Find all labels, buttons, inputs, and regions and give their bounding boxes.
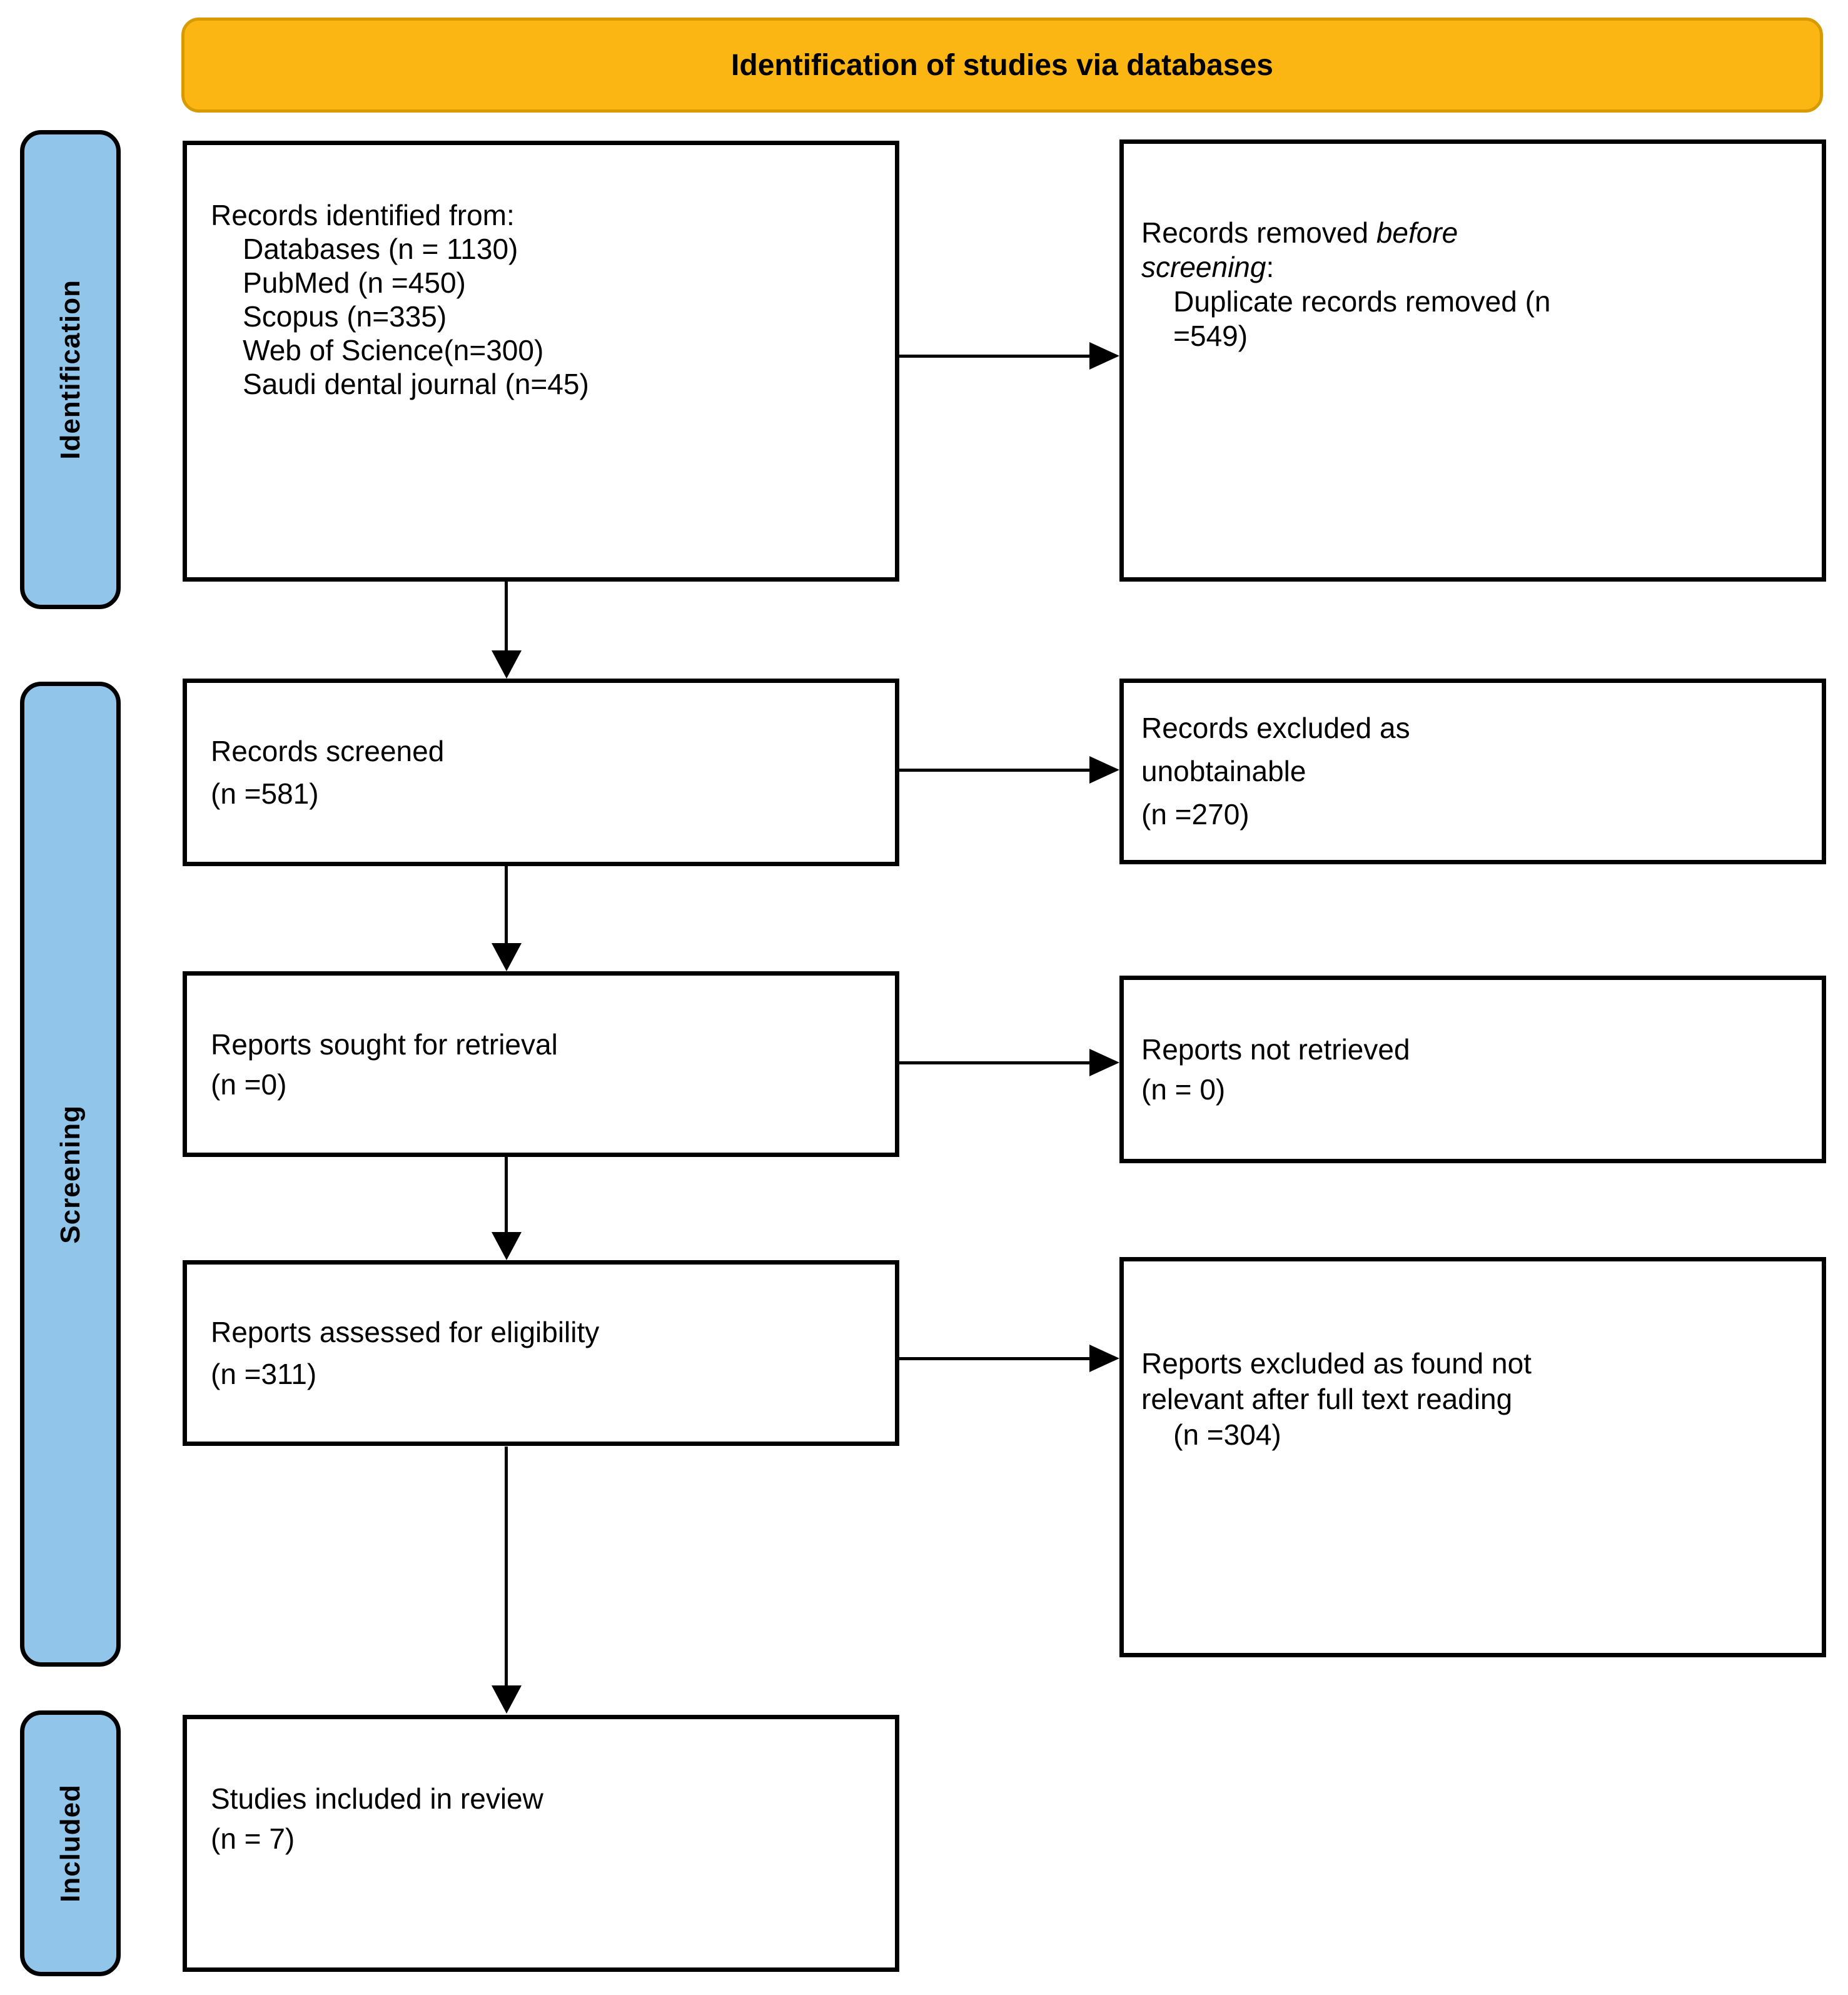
box-text-line: relevant after full text reading [1141,1383,1513,1415]
arrow-line [505,866,508,944]
stage-label-identification-text: Identification [54,280,86,460]
arrow-line [505,1447,508,1687]
stage-label-identification [20,130,121,609]
arrow-line [899,769,1091,772]
box-text-line: Reports sought for retrieval [211,1028,558,1061]
box-reports-sought [183,971,899,1157]
box-records-identified [183,141,899,582]
box-text-line: (n =270) [1141,798,1250,831]
box-text-line: Saudi dental journal (n=45) [211,368,589,400]
box-text-line: Databases (n = 1130) [211,233,518,265]
box-text-line: (n =311) [211,1357,317,1390]
stage-label-screening [20,682,121,1667]
box-text-line: screening: [1141,251,1275,283]
box-text-line: Records identified from: [211,199,515,231]
stage-label-included [20,1710,121,1976]
box-text-line: PubMed (n =450) [211,266,466,299]
box-text-line: Records removed before [1141,216,1458,249]
box-reports-not-retrieved [1119,976,1826,1163]
box-text-line: Scopus (n=335) [211,300,447,333]
header-banner [181,18,1823,113]
box-text-line: Duplicate records removed (n [1141,285,1551,318]
box-text-line: (n =581) [211,777,319,810]
box-text-line: Reports assessed for eligibility [211,1315,600,1348]
arrow-right-icon [1089,1049,1119,1076]
box-reports-assessed [183,1260,899,1446]
box-text-line: (n = 0) [1141,1073,1226,1106]
box-records-screened [183,679,899,866]
box-records-excluded-unobtainable [1119,679,1826,864]
arrow-down-icon [492,650,522,679]
arrow-right-icon [1089,342,1119,370]
box-records-removed [1119,139,1826,582]
arrow-line [899,1357,1091,1360]
box-text-line: unobtainable [1141,755,1306,787]
arrow-line [505,1157,508,1233]
stage-label-screening-text: Screening [54,1104,86,1244]
box-text-line: Reports not retrieved [1141,1033,1410,1066]
arrow-line [505,578,508,652]
box-text-line: Records screened [211,735,445,767]
box-text-line: Reports excluded as found not [1141,1347,1532,1380]
box-text-line: (n = 7) [211,1822,295,1855]
arrow-down-icon [492,1685,522,1714]
arrow-down-icon [492,1232,522,1260]
arrow-down-icon [492,943,522,971]
stage-label-included-text: Included [54,1784,86,1902]
box-text-line: =549) [1141,320,1248,352]
box-text-line: (n =304) [1141,1418,1281,1451]
box-text-line: Web of Science(n=300) [211,334,544,366]
box-text-line: (n =0) [211,1068,287,1101]
box-studies-included [183,1715,899,1972]
arrow-line [899,1061,1091,1064]
arrow-right-icon [1089,1345,1119,1372]
box-reports-excluded-fulltext [1119,1257,1826,1657]
arrow-line [899,355,1091,358]
header-title: Identification of studies via databases [731,48,1273,82]
box-text-line: Records excluded as [1141,712,1410,744]
arrow-right-icon [1089,756,1119,784]
box-text-line: Studies included in review [211,1782,543,1815]
